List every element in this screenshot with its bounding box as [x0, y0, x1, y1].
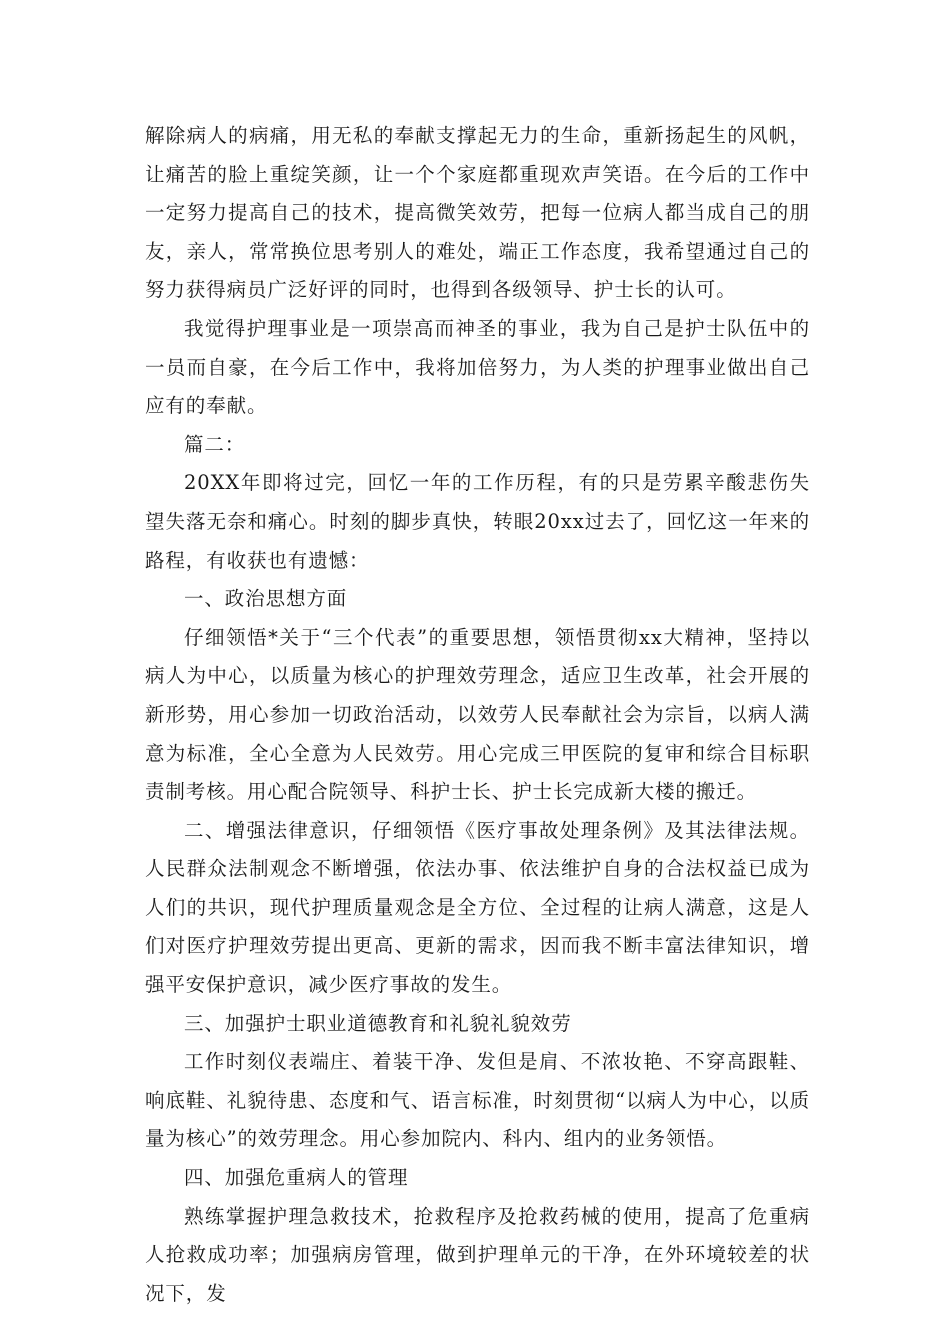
document-body	[145, 117, 810, 1313]
heading-political-thought: 一、政治思想方面	[184, 587, 348, 611]
paragraph-year-review: 20XX年即将过完，回忆一年的工作历程，有的只是劳累辛酸悲伤失望失落无奈和痛心。时刻的脚步真快，转眼20xx过去了，回忆这一年来的路程，有收获也有遗憾：	[145, 471, 810, 572]
section-heading-part-two: 篇二：	[184, 432, 246, 456]
paragraph-dedication: 我觉得护理事业是一项崇高而神圣的事业，我为自己是护士队伍中的一员而自豪，在今后工作中，我将加倍努力，为人类的护理事业做出自己应有的奉献。	[145, 316, 810, 418]
paragraph-professional-ethics: 工作时刻仪表端庄、着装干净、发但是肩、不浓妆艳、不穿高跟鞋、响底鞋、礼貌待患、态度和气、语言标准，时刻贯彻“以病人为中心，以质量为核心”的效劳理念。用心参加院内、科内、组内的业务领悟。	[145, 1050, 810, 1151]
heading-professional-ethics: 三、加强护士职业道德教育和礼貌礼貌效劳	[184, 1011, 572, 1035]
paragraph-critical-patients: 熟练掌握护理急救技术，抢救程序及抢救药械的使用，提高了危重病人抢救成功率；加强病房管理，做到护理单元的干净，在外环境较差的状况下，发	[145, 1204, 810, 1305]
paragraph-continuation: 解除病人的病痛，用无私的奉献支撑起无力的生命，重新扬起生的风帆，让痛苦的脸上重绽笑颜，让一个个家庭都重现欢声笑语。在今后的工作中一定努力提高自己的技术，提高微笑效劳，把每一位病人都当成自己的朋友，亲人，常常换位思考别人的难处，端正工作态度，我希望通过自己的努力获得病员广泛好评的同时，也得到各级领导、护士长的认可。	[145, 124, 810, 302]
paragraph-legal-awareness: 二、增强法律意识，仔细领悟《医疗事故处理条例》及其法律法规。人民群众法制观念不断增强，依法办事、依法维护自身的合法权益已成为人们的共识，现代护理质量观念是全方位、全过程的让病人满意，这是人们对医疗护理效劳提出更高、更新的需求，因而我不断丰富法律知识，增强平安保护意识，减少医疗事故的发生。	[145, 818, 810, 997]
paragraph-political-thought: 仔细领悟*关于“三个代表”的重要思想，领悟贯彻xx大精神，坚持以病人为中心，以质量为核心的护理效劳理念，适应卫生改革，社会开展的新形势，用心参加一切政治活动，以效劳人民奉献社会为宗旨，以病人满意为标准，全心全意为人民效劳。用心完成三甲医院的复审和综合目标职责制考核。用心配合院领导、科护士长、护士长完成新大楼的搬迁。	[145, 625, 810, 804]
heading-critical-patients: 四、加强危重病人的管理	[184, 1166, 409, 1190]
